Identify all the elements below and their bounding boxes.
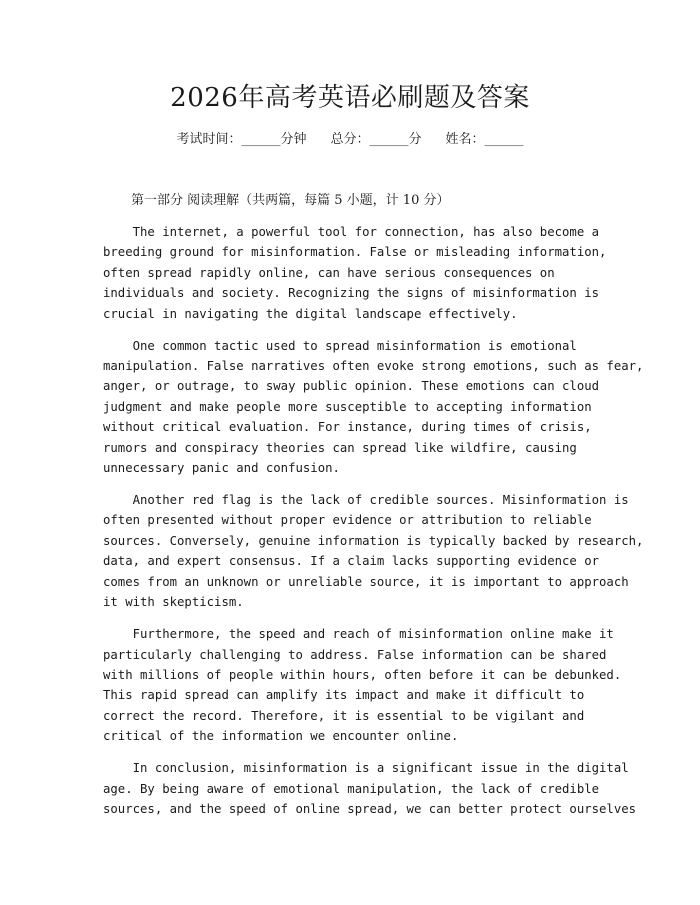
paragraph-line: anger, or outrage, to sway public opinion. These emotions can cloud [103, 379, 600, 394]
passage-paragraph [103, 624, 622, 746]
exam-meta [0, 130, 700, 150]
paragraph-line: often presented without proper evidence or attribution to reliable [103, 513, 592, 528]
paragraph-line: sources, and the speed of online spread, we can better protect ourselves [103, 801, 637, 816]
section-heading: 第一部分 阅读理解（共两篇，每篇 5 小题，计 10 分） [131, 193, 450, 208]
paragraph-line: age. By being aware of emotional manipulation, the lack of credible [103, 781, 600, 796]
paragraph-line: Furthermore, the speed and reach of misinformation online make it [103, 627, 614, 642]
paragraph-line: correct the record. Therefore, it is essential to be vigilant and [103, 708, 585, 723]
paragraph-line: Another red flag is the lack of credible sources. Misinformation is [103, 493, 629, 508]
page-title: 2026年高考英语必刷题及答案 [170, 83, 530, 113]
paragraph-line: judgment and make people more susceptible to accepting information [103, 399, 592, 414]
reading-passage [103, 222, 644, 831]
paragraph-line: data, and expert consensus. If a claim lacks supporting evidence or [103, 554, 600, 569]
paragraph-line: manipulation. False narratives often evoke strong emotions, such as fear, [103, 359, 644, 374]
paragraph-line: often spread rapidly online, can have serious consequences on [103, 265, 555, 280]
passage-paragraph [103, 490, 644, 612]
passage-paragraph [103, 336, 644, 479]
paragraph-line: particularly challenging to address. False information can be shared [103, 647, 607, 662]
paragraph-line: crucial in navigating the digital landscape effectively. [103, 306, 518, 321]
paragraph-line: with millions of people within hours, often before it can be debunked. [103, 667, 622, 682]
paragraph-line: The internet, a powerful tool for connection, has also become a [103, 225, 600, 239]
paragraph-line: breeding ground for misinformation. False or misleading information, [103, 245, 607, 260]
paragraph-line: rumors and conspiracy theories can spread like wildfire, causing [103, 440, 577, 455]
paragraph-line: critical of the information we encounter online. [103, 729, 459, 744]
paragraph-line: without critical evaluation. For instance, during times of crisis, [103, 420, 592, 435]
paragraph-line: unnecessary panic and confusion. [103, 461, 340, 476]
passage-paragraph [103, 758, 637, 819]
paragraph-line: individuals and society. Recognizing the signs of misinformation is [103, 286, 600, 301]
paragraph-line: sources. Conversely, genuine information is typically backed by research, [103, 533, 644, 548]
passage-paragraph [103, 222, 607, 324]
student-name-field: 姓名：______ [445, 132, 524, 147]
paragraph-line: One common tactic used to spread misinformation is emotional [103, 338, 577, 353]
paragraph-line: it with skepticism. [103, 595, 244, 610]
exam-time-field: 考试时间：______分钟 [176, 132, 307, 147]
paragraph-line: comes from an unknown or unreliable source, it is important to approach [103, 574, 629, 589]
total-score-field: 总分：______分 [330, 132, 422, 147]
paragraph-line: This rapid spread can amplify its impact and make it difficult to [103, 688, 585, 703]
paragraph-line: In conclusion, misinformation is a significant issue in the digital [103, 761, 629, 776]
